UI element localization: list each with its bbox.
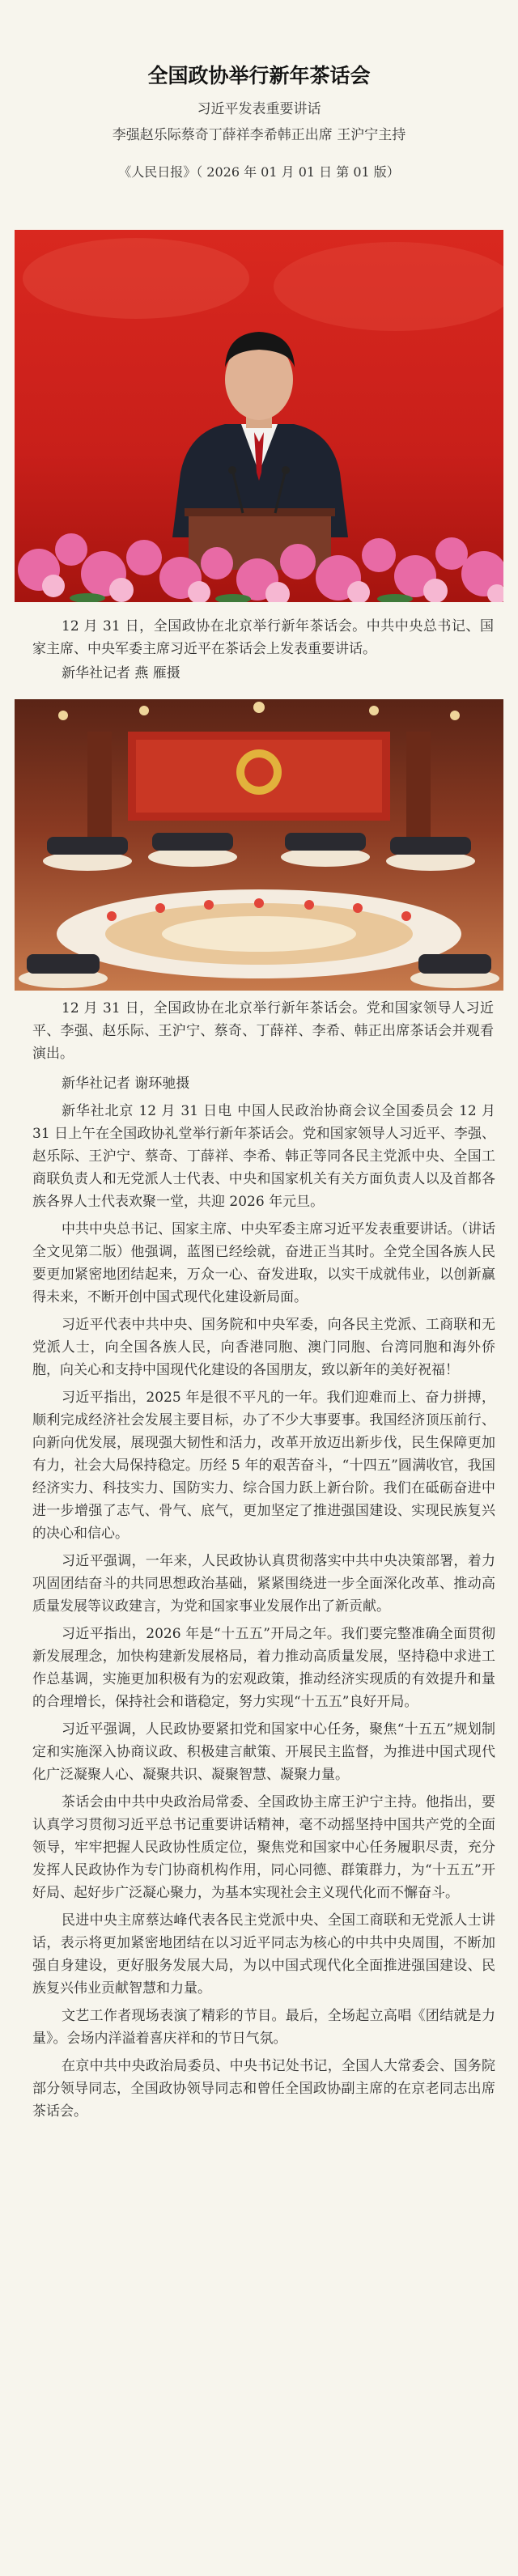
speaker-photo-image — [15, 230, 503, 602]
article-paragraph: 文艺工作者现场表演了精彩的节目。最后，全场起立高唱《团结就是力量》。会场内洋溢着喜庆祥和的节日气氛。 — [32, 2008, 495, 2047]
photo1-credit: 新华社记者 燕 雁摄 — [62, 665, 180, 681]
article-paragraph: 新华社北京 12 月 31 日电 中国人民政治协商会议全国委员会 12 月 31 日上午在全国政协礼堂举行新年茶话会。党和国家领导人习近平、李强、赵乐际、王沪宁、蔡奇、丁薛祥、李希、韩正等同各民主党派中央、全国工商联负责人和无党派人士代表、中央和国家机关有关方面负责人以及首都各族各界人士代表欢聚一堂，共迎 2026 年元旦。 — [32, 1103, 495, 1210]
source-line: 《人民日报》（ 2026 年 01 月 01 日 第 01 版） — [118, 164, 400, 180]
article-paragraph: 茶话会由中共中央政治局常委、全国政协主席王沪宁主持。他指出，要认真学习贯彻习近平总书记重要讲话精神，毫不动摇坚持中国共产党的全面领导，牢牢把握人民政协性质定位，聚焦党和国家中心任务履职尽责，充分发挥人民政协作为专门协商机构作用，同心同德、群策群力，为“十五五”开好局、起好步广泛凝心聚力，为基本实现社会主义现代化而不懈奋斗。 — [32, 1794, 495, 1901]
subheadline: 习近平发表重要讲话 — [197, 101, 321, 117]
photo1-caption: 12 月 31 日，全国政协在北京举行新年茶话会。中共中央总书记、国家主席、中央军委主席习近平在茶话会上发表重要讲话。 — [32, 618, 494, 657]
article-paragraph: 在京中共中央政治局委员、中央书记处书记，全国人大常委会、国务院部分领导同志，全国政协领导同志和曾任全国政协副主席的在京老同志出席茶话会。 — [32, 2058, 495, 2120]
headline: 全国政协举行新年茶话会 — [147, 64, 371, 87]
article-body — [32, 1072, 495, 2128]
article-paragraph: 民进中央主席蔡达峰代表各民主党派中央、全国工商联和无党派人士讲话，表示将更加紧密地团结在以习近平同志为核心的中共中央周围，不断加强自身建设，更好服务发展大局，为以中国式现代化全面推进强国建设、民族复兴伟业贡献智慧和力量。 — [32, 1912, 495, 1997]
article-paragraph: 习近平强调，人民政协要紧扣党和国家中心任务，聚焦“十五五”规划制定和实施深入协商议政、积极建言献策、开展民主监督，为推进中国式现代化广泛凝聚人心、凝聚共识、凝聚智慧、凝聚力量。 — [32, 1721, 495, 1783]
article-paragraph: 习近平指出，2026 年是“十五五”开局之年。我们要完整准确全面贯彻新发展理念，加快构建新发展格局，着力推动高质量发展，坚持稳中求进工作总基调，实施更加积极有为的宏观政策，推动经济实现质的有效提升和量的合理增长，保持社会和谐稳定，努力实现“十五五”良好开局。 — [32, 1626, 495, 1710]
banquet-hall-image — [15, 699, 503, 991]
article-paragraph: 习近平指出，2025 年是很不平凡的一年。我们迎难而上、奋力拼搏，顺利完成经济社会发展主要目标，办了不少大事要事。我国经济顶压前行、向新向优发展，展现强大韧性和活力，改革开放迈出新步伐，民生保障更加有力，社会大局保持稳定。历经 5 年的艰苦奋斗，“十四五”圆满收官，我国经济实力、科技实力、国防实力、综合国力跃上新台阶。我们在砥砺奋进中进一步增强了志气、骨气、底气，更加坚定了推进强国建设、实现民族复兴的决心和信心。 — [32, 1390, 495, 1542]
photo2-credit: 新华社记者 谢环驰摄 — [62, 1076, 190, 1092]
attendees-line: 李强赵乐际蔡奇丁薛祥李希韩正出席 王沪宁主持 — [112, 127, 406, 143]
photo2-caption: 12 月 31 日，全国政协在北京举行新年茶话会。党和国家领导人习近平、李强、赵乐际、王沪宁、蔡奇、丁薛祥、李希、韩正出席茶话会并观看演出。 — [32, 1000, 494, 1062]
photo-speaker — [15, 230, 503, 602]
article-paragraph: 习近平强调，一年来，人民政协认真贯彻落实中共中央决策部署，着力巩固团结奋斗的共同思想政治基础，紧紧围绕进一步全面深化改革、推动高质量发展等议政建言，为党和国家事业发展作出了新贡献。 — [32, 1553, 495, 1615]
photo-banquet-hall — [15, 699, 503, 991]
article-paragraph: 习近平代表中共中央、国务院和中央军委，向各民主党派、工商联和无党派人士，向全国各族人民，向香港同胞、澳门同胞、台湾同胞和海外侨胞，向关心和支持中国现代化建设的各国朋友，致以新年的美好祝福！ — [32, 1317, 495, 1378]
article-paragraph: 中共中央总书记、国家主席、中央军委主席习近平发表重要讲话。（讲话全文见第二版）他强调，蓝图已经绘就，奋进正当其时。全党全国各族人民要更加紧密地团结起来，万众一心、奋发进取，以实干成就伟业，以创新赢得未来，不断开创中国式现代化建设新局面。 — [32, 1221, 495, 1305]
